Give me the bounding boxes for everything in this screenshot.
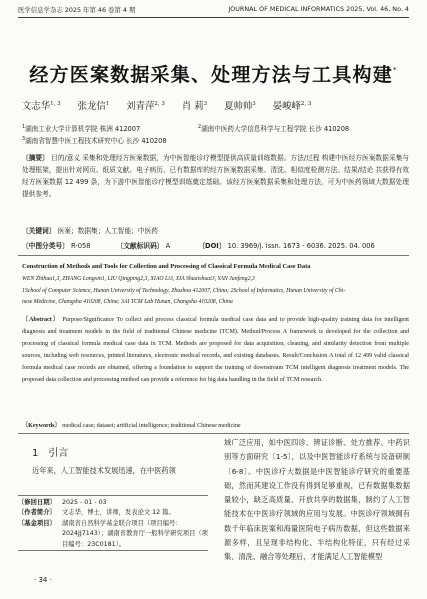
english-abstract-label: 〔Abstract〕 — [22, 317, 60, 323]
keywords-cn-label: 〔关键词〕 — [22, 227, 56, 235]
meta-key: 〔作者简介〕 — [18, 509, 56, 517]
author — [126, 101, 165, 112]
section-title: 引言 — [48, 448, 69, 459]
meta-row — [18, 508, 208, 518]
author — [22, 101, 61, 112]
article-title — [18, 60, 409, 87]
journal-header-cn: 医学信息学杂志 2025 年第 46 卷第 4 期 — [18, 6, 136, 14]
meta-value: 2025 - 01 - 03 — [62, 499, 107, 506]
author-name: 夏帅帅 — [224, 101, 253, 112]
affiliation — [198, 123, 349, 133]
body-text-right-column: 域广泛应用，如中医四诊、辨证诊断、处方推荐、中药识别等方面研究〔1-5〕，以及中医智能诊疗系统与设备研制〔6-8〕。中医诊疗大数据是中医智能诊疗研究的重要基础，然而其建设工作没有得到足够重视，已有数据集数据量较小，缺乏高质量、开放共享的数据集，制约了人工智能技术在中医诊疗领域的应用与发展。中医诊疗领域拥有数千年临床医案和海量医院电子病历数据，但这些数据来源多样，且呈现非结构化、半结构化特征，只有经过采集、清洗、融合等处理后，才能满足人工智能模型 — [224, 438, 410, 562]
english-affiliation-line: 1School of Computer Science, Hunan University of Technology, Zhuzhou 412007, China; 2School of Informatics, Hunan University of Chi- — [22, 288, 346, 294]
clc-value: R-058 — [70, 242, 91, 250]
author-name: 肖 莉 — [181, 101, 204, 112]
author-name: 晏峻峰 — [272, 101, 301, 112]
intro-first-line: 近年来，人工智能技术发展迅速，在中医药领 — [32, 466, 176, 475]
affiliation — [22, 135, 167, 145]
author — [78, 101, 110, 112]
author — [273, 101, 312, 112]
author-name: 张龙信 — [77, 101, 106, 112]
page-number: · 34 · — [34, 576, 52, 584]
author-name: 刘青萍 — [126, 101, 155, 112]
article-meta-box — [18, 495, 208, 551]
keywords-cn-text: 医案；数据集；人工智能；中医药 — [57, 227, 158, 235]
doi-label: 〔DOI〕 — [198, 242, 226, 250]
affiliation-text: 湖南中医药大学信息科学与工程学院 长沙 410208 — [201, 125, 350, 133]
author-sup: 2, 3 — [154, 101, 165, 107]
divider — [18, 255, 409, 256]
english-affiliation-line: nese Medicine, Changsha 410208, China; 3AI TCM Lab Hunan, Changsha 410208, China — [22, 299, 233, 305]
meta-key: 〔基金项目〕 — [18, 519, 56, 527]
english-abstract-text: Purpose/Significance To collect and process classical formula medical case data and to provide high-quality training data for intelligent diagnosis and treatment models in the field of traditional Chinese medicine (TCM). Method/Process A framework is developed for the collection and processing of classical formula medical case data in TCM. Methods are proposed for data acquisition, cleaning, and similarity detection from multiple sources, including web resources, printed literatures, electronic medical records, and existing databases. Result/Conclusion A total of 12 499 valid classical formula medical case records are obtained, offering a foundation to support the training of downstream TCM intelligent diagnosis treatment models. The proposed data collection and processing method can provide a reference for big data handling in the field of TCM research. — [22, 317, 409, 383]
author-sup: 3 — [252, 101, 256, 107]
meta-row — [18, 519, 208, 550]
section-number: 1 — [32, 448, 39, 459]
author — [224, 101, 256, 112]
keywords-cn — [22, 225, 409, 235]
classification-line — [22, 240, 409, 250]
abstract-cn-label: 〔摘要〕 — [22, 154, 49, 162]
author-sup: 2, 3 — [300, 101, 312, 107]
author-name: 文志华 — [22, 101, 51, 112]
affiliation — [22, 123, 140, 133]
affiliation-sup: 3 — [22, 137, 26, 142]
title-footnote-mark: * — [392, 66, 398, 74]
doc-code-value: A — [165, 242, 171, 250]
article-title-text: 经方医案数据采集、处理方法与工具构建 — [29, 64, 393, 86]
meta-row — [18, 498, 208, 508]
english-keywords — [22, 420, 409, 429]
affiliation-text: 湖南工业大学计算机学院 株洲 412007 — [25, 125, 141, 133]
journal-header-en: JOURNAL OF MEDICAL INFORMATICS 2025, Vol. 46, No. 4 — [228, 5, 409, 13]
affiliation-text: 湖南省智慧中医工程技术研究中心 长沙 410208 — [25, 137, 167, 145]
meta-value: 湖南省自然科学基金联合项目（项目编号：2024JJ7143）；湖南省教育厅一般科学研究项目（项目编号：23C0181）。 — [62, 519, 208, 548]
author-sup: 1, 3 — [50, 101, 61, 107]
meta-value: 文志华，博士，讲师，发表论文 12 篇。 — [62, 509, 175, 517]
meta-key: 〔修回日期〕 — [18, 499, 56, 506]
doi-value: 10. 3969/j. issn. 1673 - 6036. 2025. 04. 006 — [227, 242, 375, 250]
divider — [18, 433, 409, 434]
author — [182, 101, 207, 112]
affiliation-sup: 2 — [198, 125, 202, 130]
author-sup: 3 — [203, 101, 208, 107]
clc-label: 〔中图分类号〕 — [22, 242, 69, 250]
abstract-cn-text: 目的/意义 采集和处理经方医案数据，为中医智能诊疗模型提供高质量训练数据。方法/过程 构建中医经方医案数据采集与处理框架，提出针对网页、纸质文献、电子病历、已有数据库的经方医案数据采集、清洗、相似度检测方法。结果/结论 共获得有效经方医案数据 12 499 条，为下游中医智能诊疗模型训练奠定基础。该经方医案数据采集和处理方法，可为中医药领域大数据处理提供参考。 — [22, 154, 409, 198]
header-rule — [18, 17, 409, 18]
english-abstract — [22, 314, 409, 386]
english-keywords-label: 〔Keywords〕 — [22, 423, 61, 429]
affiliation-sup: 1 — [22, 125, 26, 130]
english-authors: WEN Zhihua1,3, ZHANG Longxin1, LIU Qingping2,3, XIAO Li3, XIA Shuaishuai3, YAN Junfeng2,3 — [22, 276, 255, 282]
abstract-cn — [22, 152, 409, 200]
english-keywords-text: medical case; dataset; artificial intelligence; traditional Chinese medicine — [62, 423, 241, 429]
doc-code-label: 〔文献标识码〕 — [116, 242, 164, 250]
english-title: Construction of Methods and Tools for Collection and Processing of Classical Formula Medical Case Data — [22, 263, 311, 270]
author-sup: 1 — [105, 101, 110, 107]
section-heading — [32, 444, 68, 459]
author-list — [22, 98, 409, 112]
